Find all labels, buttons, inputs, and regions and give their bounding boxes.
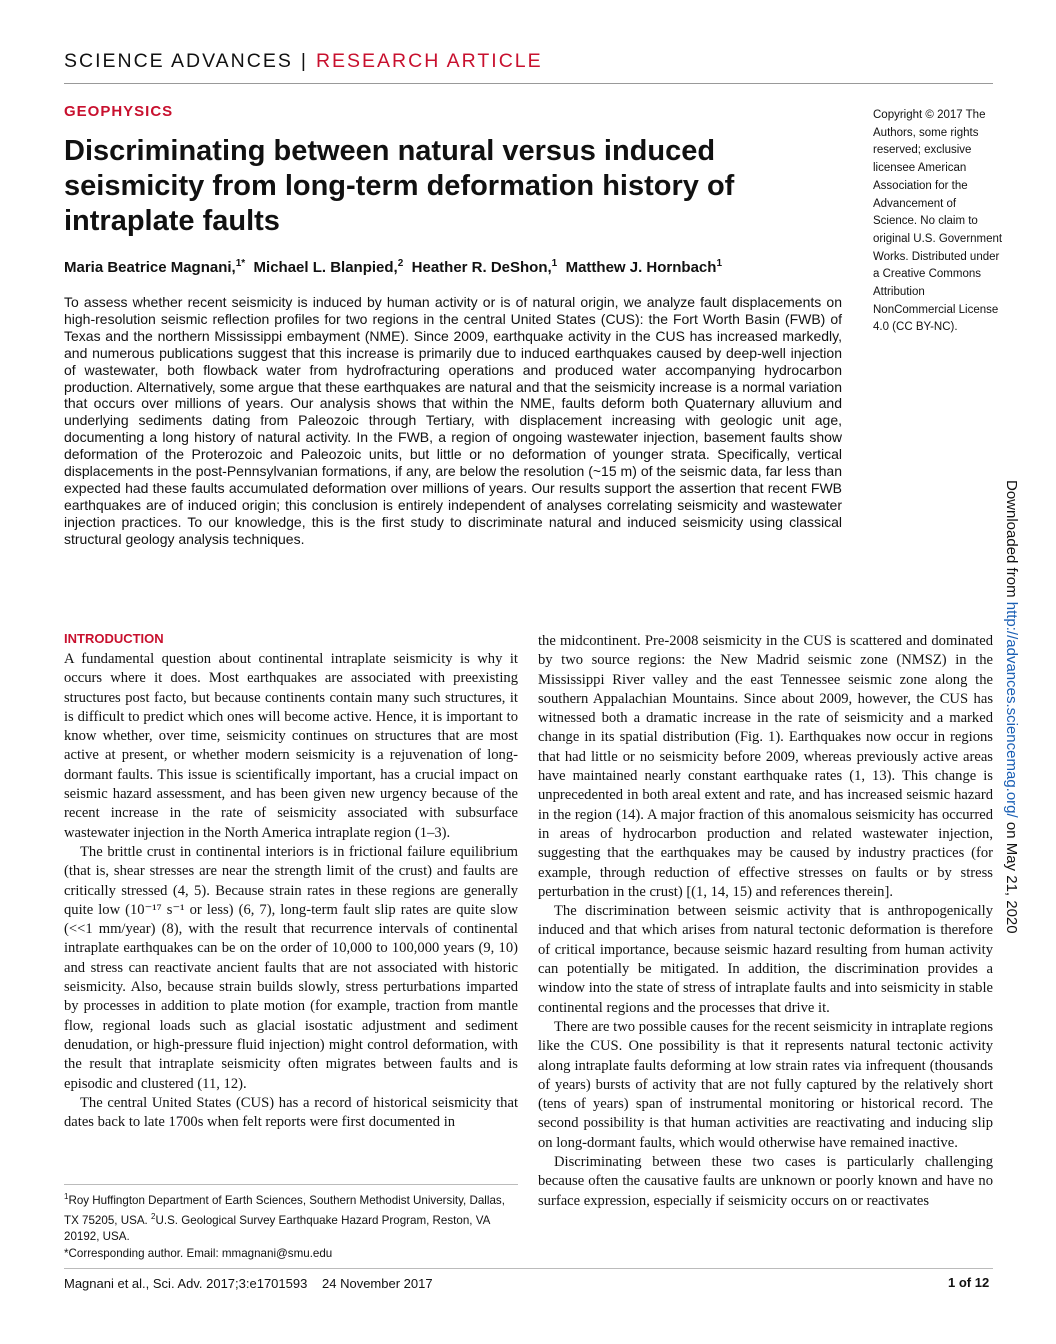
introduction-heading: INTRODUCTION: [64, 631, 164, 646]
footnote-rule: [64, 1184, 518, 1185]
affiliation-1: Roy Huffington Department of Earth Sciences, Southern Methodist University, Dallas, TX 75205, USA.: [64, 1193, 505, 1228]
footnotes: [64, 1189, 518, 1262]
copyright-notice: Copyright © 2017 The Authors, some rights reserved; exclusive licensee American Association for the Advancement of Science. No claim to original U.S. Government Works. Distributed under a Creative Commons Attribution NonCommercial License 4.0 (CC BY-NC).: [873, 109, 1003, 334]
right-column: [538, 632, 993, 1211]
author-affiliation: 1: [716, 258, 722, 269]
author-affiliation: 2: [397, 258, 404, 269]
body-paragraph: There are two possible causes for the recent seismicity in intraplate regions like the CUS. One possibility is that it represents natural tectonic activity along intraplate faults deforming at low strain rates via infrequent (thousands of years) bursts of activity that are not fully captured by the relatively short (tens of years) span of instrumental monitoring or historical record. The second possibility is that human activities are reactivating and inducing slip on long-dormant faults, which would otherwise have remained inactive.: [538, 1018, 993, 1151]
footnote-marker: 2: [151, 1212, 156, 1222]
author-list: [64, 254, 854, 278]
header-separator: |: [300, 50, 308, 72]
author-affiliation: 1*: [235, 258, 246, 269]
footer-rule: [64, 1268, 993, 1269]
author-affiliation: 1: [551, 258, 558, 269]
author-name: Michael L. Blanpied,: [253, 259, 398, 276]
journal-name: SCIENCE ADVANCES: [64, 50, 293, 72]
left-column: [64, 630, 518, 1132]
body-paragraph: The discrimination between seismic activity that is anthropogenically induced and that which arises from natural tectonic deformation is therefore of critical importance, because seismic hazard resulting from human activity can potentially be mitigated. In addition, the discrimination provides a window into the state of stress of intraplate faults and into seismicity in stable continental regions and the processes that drive it.: [538, 903, 993, 1016]
publication-date: 24 November 2017: [322, 1276, 433, 1291]
author-name: Matthew J. Hornbach: [565, 259, 717, 276]
affiliation-2: U.S. Geological Survey Earthquake Hazard Program, Reston, VA 20192, USA.: [64, 1214, 490, 1244]
journal-header: [64, 50, 543, 73]
download-note: [1003, 480, 1020, 934]
citation: Magnani et al., Sci. Adv. 2017;3:e1701593: [64, 1276, 308, 1291]
corresponding-author: *Corresponding author. Email: mmagnani@smu.edu: [64, 1246, 333, 1260]
author-name: Heather R. DeShon,: [411, 259, 552, 276]
download-prefix: Downloaded from: [1003, 480, 1020, 602]
footnote-marker: 1: [64, 1192, 69, 1201]
download-suffix: on May 21, 2020: [1003, 817, 1020, 934]
abstract: To assess whether recent seismicity is induced by human activity or is of natural origin, we analyze fault displacements on high-resolution seismic reflection profiles for two regions in the central United States (CUS): the Fort Worth Basin (FWB) of Texas and the northern Mississippi embayment (NME). Since 2009, earthquake activity in the CUS has increased markedly, and numerous publications suggest that this increase is primarily due to induced earthquakes caused by deep-well injection of wastewater, both flowback water from hydrofracturing operations and produced water accompanying hydrocarbon production. Alternatively, some argue that these earthquakes are natural and that the seismicity increase is a normal variation that occurs over millions of years. Our analysis shows that within the NME, faults deform both Quaternary alluvium and underlying sediments dating from Paleozoic through Tertiary, with displacement increasing with geologic unit age, documenting a long history of natural activity. In the FWB, a region of ongoing wastewater injection, basement faults show deformation of the Proterozoic and Paleozoic units, but little or no deformation of younger strata. Specifically, vertical displacements in the post-Pennsylvanian formations, if any, are below the resolution (~15 m) of the seismic data, far less than expected had these faults accumulated deformation over millions of years. Our results support the assertion that recent FWB earthquakes are of induced origin; this conclusion is entirely independent of analyses correlating seismicity and wastewater injection practices. To our knowledge, this is the first study to discriminate natural and induced seismicity using classical structural geology analysis techniques.: [64, 294, 842, 547]
body-paragraph: The brittle crust in continental interiors is in frictional failure equilibrium (that is, shear stresses are near the strength limit of the crust) and faults are critically stressed (4, 5). Because strain rates in these regions are generally quite low (10⁻¹⁷ s⁻¹ or less) (6, 7), long-term fault slip rates are quite slow (<<1 mm/year) (8), with the result that recurrence intervals of continental intraplate earthquakes can be on the order of 10,000 to 100,000 years (9, 10) and stress can reactivate ancient faults that are not associated with historic seismicity. Also, because strain builds slowly, stress perturbations imparted by processes in addition to plate motion (for example, traction from mantle flow, regional loads such as glacial isostatic adjustment and sediment denudation, or high-pressure fluid injection) might control deformation, with the result that intraplate seismicity often migrates between faults and is episodic and clustered (11, 12).: [64, 843, 518, 1092]
section-label: GEOPHYSICS: [64, 103, 174, 120]
page-number: 1 of 12: [948, 1275, 990, 1290]
header-rule: [64, 83, 993, 84]
article-title: Discriminating between natural versus induced seismicity from long-term deformation history of intraplate faults: [64, 135, 735, 237]
download-link[interactable]: http://advances.sciencemag.org/: [1003, 601, 1020, 818]
body-paragraph: the midcontinent. Pre-2008 seismicity in the CUS is scattered and dominated by two source regions: the New Madrid seismic zone (NMSZ) in the Mississippi River valley and the east Tennessee seismic zone along the southern Appalachian Mountains. Since about 2009, however, the CUS has witnessed both a dramatic increase in the rate of seismicity and a marked change in its spatial distribution (Fig. 1). Earthquakes now occur in regions that had little or no seismicity before 2009, whereas previously active areas have maintained nearly constant earthquake rates (1, 13). This change is unprecedented in both areal extent and rate, and has increased seismic hazard in the region (14). A major fraction of this anomalous seismicity has occurred in areas of hydrocarbon production and related wastewater injection, suggesting that the earthquakes may be caused by industry practices (for example, through reduction of effective stresses on faults or by stress perturbation in the crust) [(1, 14, 15) and references therein].: [538, 633, 993, 900]
author-name: Maria Beatrice Magnani,: [64, 259, 236, 276]
body-paragraph: Discriminating between these two cases is particularly challenging because often the causative faults are unknown or poorly known and have no surface expression, especially if seismicity occurs on or reactivates: [538, 1154, 993, 1209]
article-type: RESEARCH ARTICLE: [315, 50, 543, 72]
body-paragraph: A fundamental question about continental intraplate seismicity is why it occurs where it does. Most earthquakes are associated with preexisting structures post facto, but because continents contain many such structures, it is difficult to predict which ones will become active. Hence, it is important to know whether, over time, seismicity continues on structures that are most active at present, or whether modern seismicity is a rejuvenation of long-dormant faults. This issue is scientifically important, has a crucial impact on seismic hazard assessment, and has been given new urgency because of the recent increase in the rate of seismicity associated with subsurface wastewater injection in the North America intraplate region (1–3).: [64, 651, 518, 841]
body-paragraph: The central United States (CUS) has a record of historical seismicity that dates back to late 1700s when felt reports were first documented in: [64, 1094, 518, 1131]
